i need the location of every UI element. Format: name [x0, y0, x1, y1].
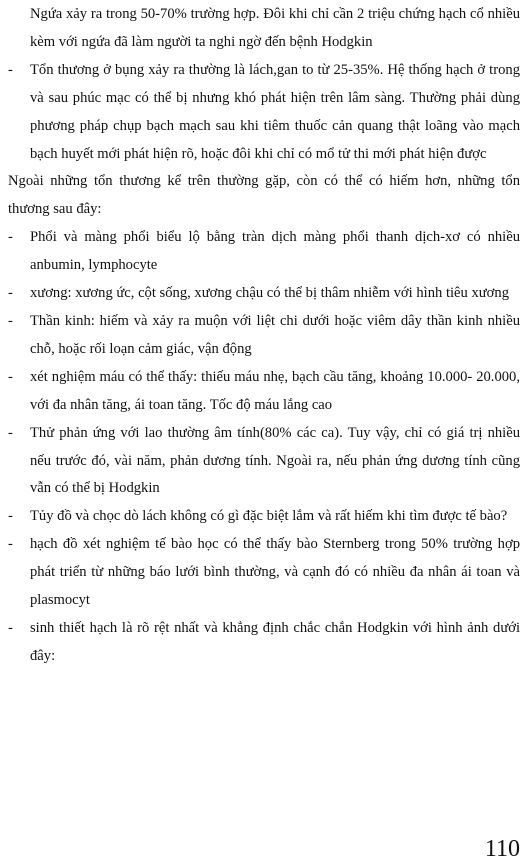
bullet-marker: -: [8, 229, 13, 246]
bullet-text: Tổn thương ở bụng xảy ra thường là lách,gan to từ 25-35%. Hệ thống hạch ở trong và sau phúc mạc có thể bị nhưng khó phát hiện trên lâm sàng. Thường phải dùng phương pháp chụp bạch mạch sau khi tiêm thuốc cản quang thật loãng vào mạch bạch huyết mới phát hiện rõ, hoặc đôi khi chỉ có mổ tử thi mới phát hiện được: [30, 61, 520, 162]
bullet-marker: -: [8, 424, 13, 441]
bullet-marker: -: [8, 61, 13, 78]
bullet-text: xét nghiệm máu có thể thấy: thiếu máu nhẹ, bạch cầu tăng, khoảng 10.000- 20.000, với đa nhân tăng, ái toan tăng. Tốc độ máu lắng cao: [30, 368, 520, 413]
bullet-item: [8, 57, 520, 169]
bullet-text: sinh thiết hạch là rõ rệt nhất và khẳng định chắc chắn Hodgkin với hình ảnh dưới đây:: [30, 619, 520, 664]
bullet-marker: -: [8, 619, 13, 636]
bullet-text: hạch đồ xét nghiệm tế bào học có thể thấy bào Sternberg trong 50% trường hợp phát triển từ những báo lưới bình thường, và cạnh đó có nhiều đa nhân ái toan và plasmocyt: [30, 536, 520, 609]
continued-paragraph: Ngứa xảy ra trong 50-70% trường hợp. Đôi khi chỉ cần 2 triệu chứng hạch cổ nhiều kèm với ngứa đã làm người ta nghi ngờ đến bệnh Hodgkin: [30, 6, 520, 50]
bullet-item: [8, 308, 520, 364]
bullet-item: [8, 224, 520, 280]
bullet-item: [8, 420, 520, 504]
bullet-item: [8, 615, 520, 671]
bullet-text: Thử phản ứng với lao thường âm tính(80% các ca). Tuy vậy, chỉ có giá trị nhiều nếu trước đó, vài năm, phản dương tính. Ngoài ra, nếu phản ứng dương tính cũng vẫn có thể bị Hodgkin: [30, 424, 520, 497]
page-number: 110: [484, 836, 520, 862]
bullet-text: xương: xương ức, cột sống, xương chậu có thể bị thâm nhiễm với hình tiêu xương: [30, 285, 509, 302]
bullet-marker: -: [8, 368, 13, 385]
intro-paragraph: Ngoài những tổn thương kể trên thường gặp, còn có thể có hiếm hơn, những tổn thương sau đây:: [8, 173, 520, 218]
bullet-text: Phổi và màng phổi biểu lộ bằng tràn dịch màng phổi thanh dịch-xơ có nhiều anbumin, lymphocyte: [30, 229, 520, 274]
bullet-item: [8, 503, 520, 531]
bullet-text: Thần kinh: hiếm và xảy ra muộn với liệt chi dưới hoặc viêm dây thần kinh nhiều chỗ, hoặc rối loạn cảm giác, vận động: [30, 312, 520, 357]
bullet-item: [8, 364, 520, 420]
bullet-item: [8, 531, 520, 615]
bullet-marker: -: [8, 285, 13, 302]
bullet-marker: -: [8, 508, 13, 525]
bullet-item: [8, 280, 520, 308]
bullet-text: Tủy đồ và chọc dò lách không có gì đặc biệt lắm và rất hiếm khi tìm được tế bào?: [30, 508, 508, 525]
body-text: [8, 1, 520, 671]
bullet-marker: -: [8, 536, 13, 553]
bullet-marker: -: [8, 312, 13, 329]
